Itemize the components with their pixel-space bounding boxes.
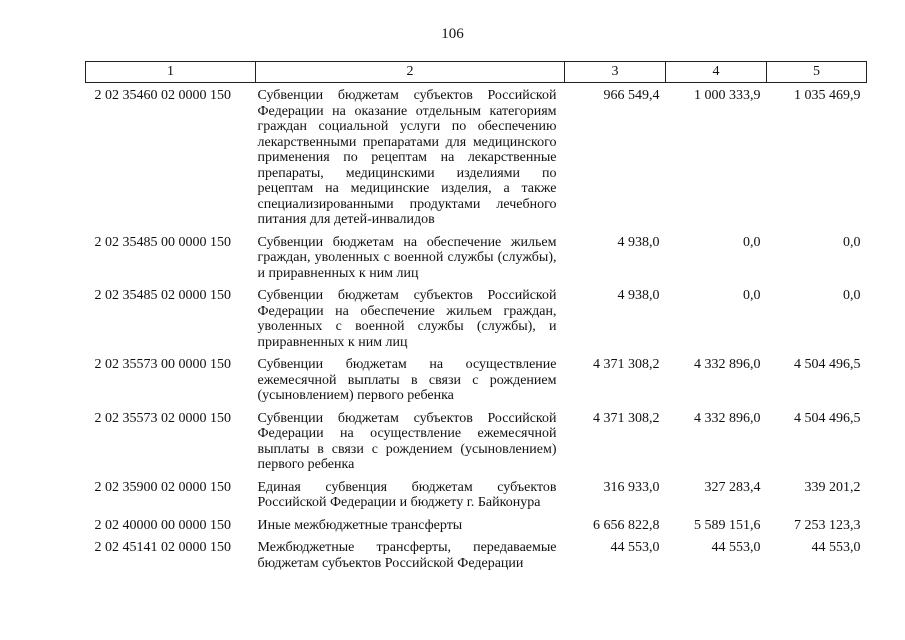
column-header-2: 2 [256, 62, 565, 83]
table-row [86, 283, 867, 352]
budget-code: 2 02 35573 02 0000 150 [94, 410, 231, 426]
table-row [86, 475, 867, 513]
amount-col-3: 966 549,4 [603, 88, 660, 103]
amount-col-4: 0,0 [743, 234, 761, 250]
column-header-1: 1 [86, 62, 256, 83]
table-header-row [86, 62, 867, 83]
item-name: Субвенции бюджетам субъектов Российской Федерации на обеспечение жильем граждан, уволенных с военной службы (службы), и приравненных к ним лиц [257, 288, 557, 350]
amount-col-3: 6 656 822,8 [593, 517, 660, 533]
item-name: Субвенции бюджетам субъектов Российской Федерации на осуществление ежемесячной выплаты в связи с рождением (усыновлением) первого ребенка [257, 410, 557, 472]
table-row [86, 352, 867, 406]
amount-col-5: 7 253 123,3 [794, 517, 861, 533]
column-header-5: 5 [767, 62, 867, 83]
amount-col-4: 4 332 896,0 [694, 410, 761, 426]
amount-col-4: 44 553,0 [711, 540, 761, 555]
item-name: Иные межбюджетные трансферты [257, 517, 463, 533]
amount-col-3: 44 553,0 [610, 540, 660, 555]
amount-col-3: 4 371 308,2 [593, 410, 660, 426]
amount-col-4: 4 332 896,0 [694, 357, 761, 372]
budget-code: 2 02 40000 00 0000 150 [94, 517, 231, 533]
page-number: 106 [441, 26, 464, 42]
amount-col-5: 4 504 496,5 [794, 357, 861, 372]
budget-code: 2 02 35900 02 0000 150 [94, 479, 231, 495]
item-name: Субвенции бюджетам субъектов Российской Федерации на оказание отдельным категориям граждан социальной услуги по обеспечению лекарственными препаратами для медицинского применения по рецептам на лекарственные препараты, медицинскими изделиями по рецептам на медицинские изделия, а также специализированными продуктами лечебного питания для детей-инвалидов [257, 88, 557, 227]
amount-col-3: 316 933,0 [603, 479, 660, 495]
amount-col-5: 0,0 [843, 234, 861, 250]
amount-col-3: 4 371 308,2 [593, 357, 660, 372]
table-row [86, 513, 867, 536]
amount-col-4: 1 000 333,9 [694, 88, 761, 103]
amount-col-4: 327 283,4 [704, 479, 761, 495]
table-row [86, 230, 867, 284]
item-name: Субвенции бюджетам на обеспечение жильем граждан, уволенных с военной службы (службы), и приравненных к ним лиц [257, 234, 557, 281]
table-row [86, 535, 867, 573]
item-name: Межбюджетные трансферты, передаваемые бюджетам субъектов Российской Федерации [257, 540, 557, 571]
amount-col-5: 44 553,0 [811, 540, 861, 555]
budget-code: 2 02 35460 02 0000 150 [94, 88, 231, 103]
table-row [86, 83, 867, 230]
amount-col-4: 0,0 [743, 288, 761, 303]
column-header-4: 4 [666, 62, 767, 83]
amount-col-5: 0,0 [843, 288, 861, 303]
column-header-3: 3 [565, 62, 666, 83]
budget-code: 2 02 35573 00 0000 150 [94, 357, 231, 372]
budget-code: 2 02 35485 02 0000 150 [94, 288, 231, 303]
budget-revenue-table [85, 61, 867, 573]
table-row [86, 406, 867, 475]
amount-col-4: 5 589 151,6 [694, 517, 761, 533]
budget-code: 2 02 35485 00 0000 150 [94, 234, 231, 250]
amount-col-5: 4 504 496,5 [794, 410, 861, 426]
amount-col-5: 339 201,2 [804, 479, 861, 495]
budget-code: 2 02 45141 02 0000 150 [94, 540, 231, 555]
amount-col-5: 1 035 469,9 [794, 88, 861, 103]
item-name: Единая субвенция бюджетам субъектов Российской Федерации и бюджету г. Байконура [257, 479, 557, 510]
item-name: Субвенции бюджетам на осуществление ежемесячной выплаты в связи с рождением (усыновлением) первого ребенка [257, 357, 557, 403]
amount-col-3: 4 938,0 [617, 234, 660, 250]
amount-col-3: 4 938,0 [617, 288, 660, 303]
